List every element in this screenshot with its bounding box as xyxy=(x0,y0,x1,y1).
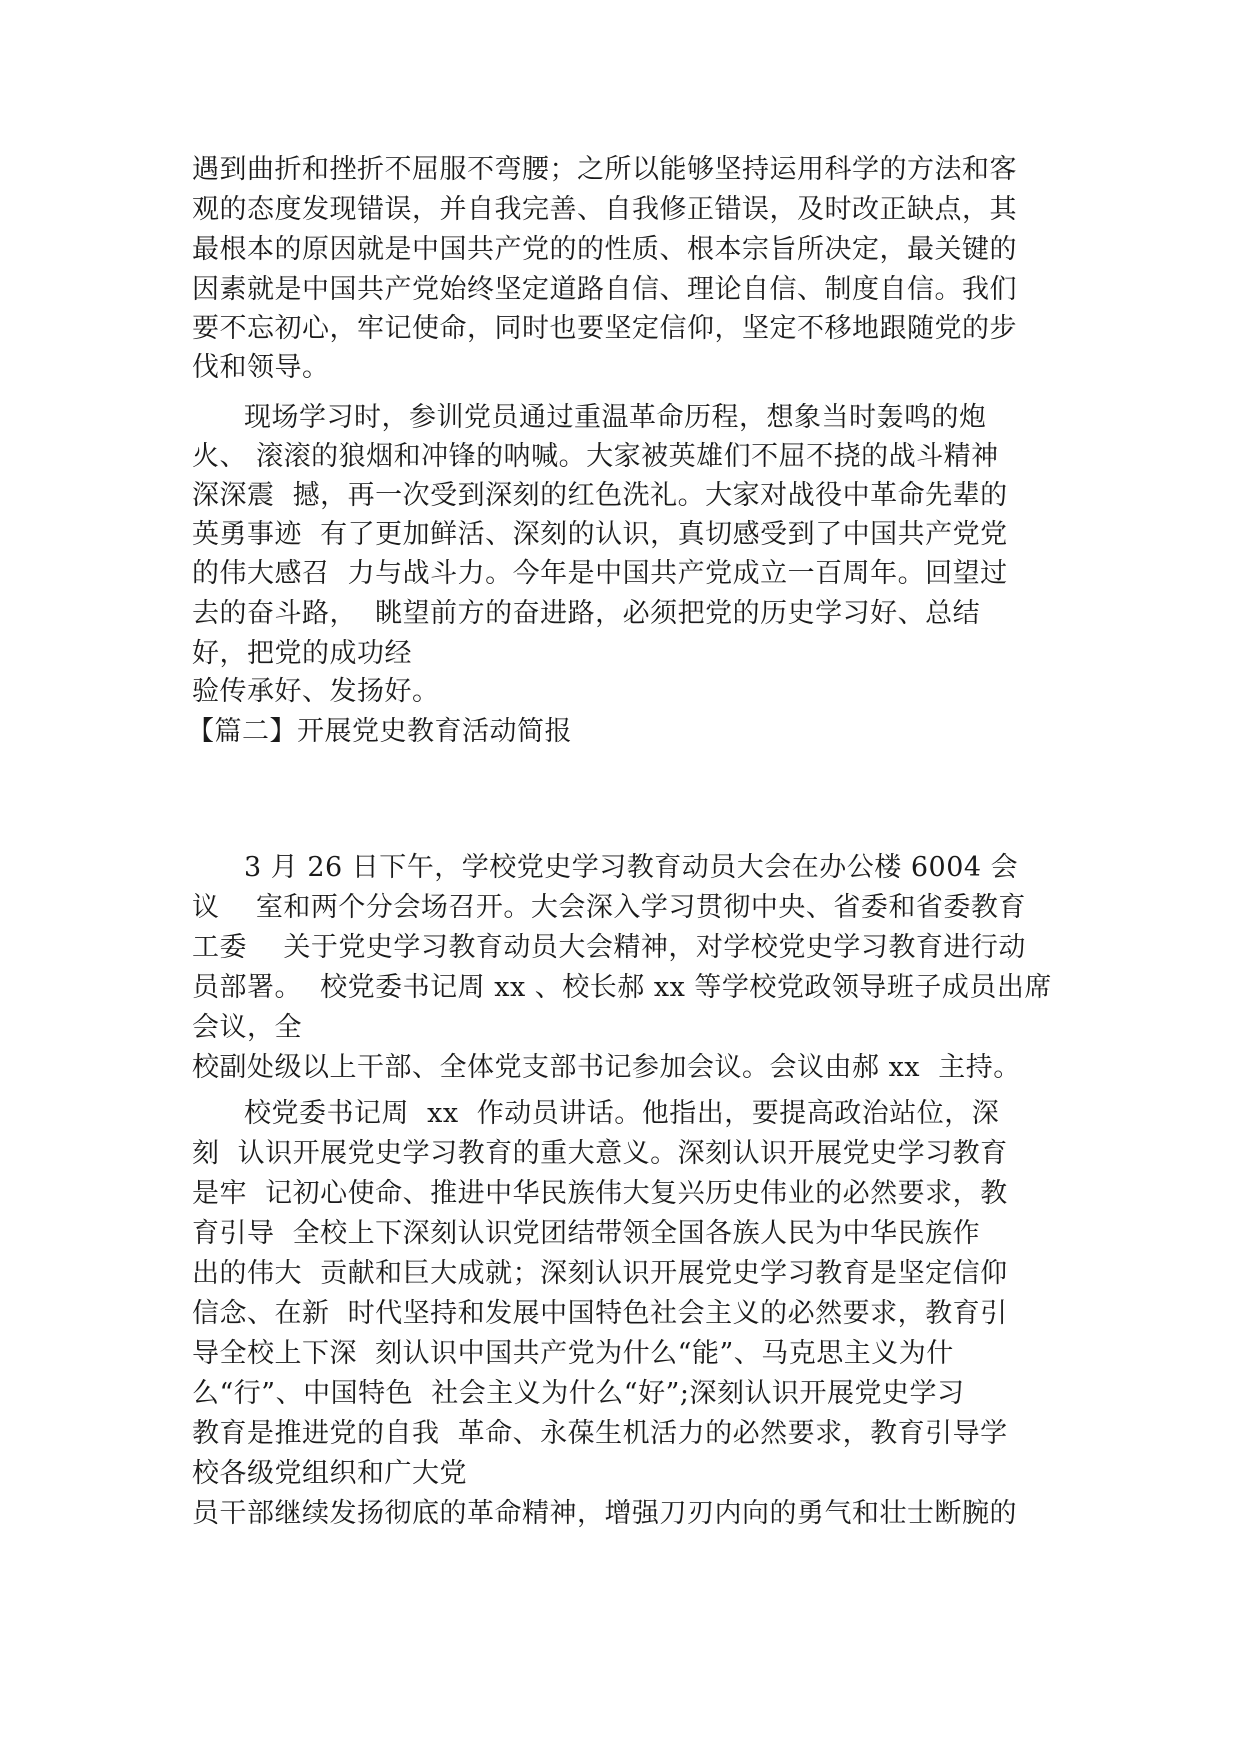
text-line: 英勇事迹 有了更加鲜活、深刻的认识，真切感受到了中国共产党党 xyxy=(192,519,1008,550)
text-line: 员干部继续发扬彻底的革命精神，增强刀刃内向的勇气和壮士断腕的 xyxy=(192,1498,1017,1529)
paragraph-first-line: 校党委书记周 xx 作动员讲话。他指出，要提高政治站位，深 xyxy=(244,1098,1000,1129)
text-line: 是牢 记初心使命、推进中华民族伟大复兴历史伟业的必然要求，教 xyxy=(192,1178,1008,1209)
text-line: 工委 关于党史学习教育动员大会精神，对学校党史学习教育进行动 xyxy=(192,932,1026,963)
text-line: 火、 滚滚的狼烟和冲锋的呐喊。大家被英雄们不屈不挠的战斗精神 xyxy=(192,441,999,472)
text-line: 要不忘初心，牢记使命，同时也要坚定信仰，坚定不移地跟随党的步 xyxy=(192,313,1017,344)
text-line: 出的伟大 贡献和巨大成就；深刻认识开展党史学习教育是坚定信仰 xyxy=(192,1258,1008,1289)
text-line: 最根本的原因就是中国共产党的的性质、根本宗旨所决定，最关键的 xyxy=(192,234,1017,265)
text-line: 去的奋斗路， 眺望前方的奋进路，必须把党的历史学习好、总结 xyxy=(192,598,981,629)
text-line: 教育是推进党的自我 革命、永葆生机活力的必然要求，教育引导学 xyxy=(192,1418,1008,1449)
text-line: 议 室和两个分会场召开。大会深入学习贯彻中央、省委和省委教育 xyxy=(192,892,1026,923)
text-line: 刻 认识开展党史学习教育的重大意义。深刻认识开展党史学习教育 xyxy=(192,1138,1008,1169)
text-line: 好，把党的成功经 xyxy=(192,638,412,669)
text-line: 校各级党组织和广大党 xyxy=(192,1458,467,1489)
paragraph-first-line: 现场学习时，参训党员通过重温革命历程，想象当时轰鸣的炮 xyxy=(244,402,987,433)
text-line: 遇到曲折和挫折不屈服不弯腰；之所以能够坚持运用科学的方法和客 xyxy=(192,154,1017,185)
text-line: 因素就是中国共产党始终坚定道路自信、理论自信、制度自信。我们 xyxy=(192,274,1017,305)
text-line: 校副处级以上干部、全体党支部书记参加会议。会议由郝 xx 主持。 xyxy=(192,1052,1021,1083)
text-line: 会议，全 xyxy=(192,1012,302,1043)
text-line: 么“行”、中国特色 社会主义为什么“好”;深刻认识开展党史学习 xyxy=(192,1378,965,1409)
text-line: 深深震 撼，再一次受到深刻的红色洗礼。大家对战役中革命先辈的 xyxy=(192,480,1008,511)
text-line: 育引导 全校上下深刻认识党团结带领全国各族人民为中华民族作 xyxy=(192,1218,981,1249)
section-heading: 【篇二】开展党史教育活动简报 xyxy=(187,716,572,747)
text-line: 导全校上下深 刻认识中国共产党为什么“能”、马克思主义为什 xyxy=(192,1338,954,1369)
text-line: 员部署。 校党委书记周 xx 、校长郝 xx 等学校党政领导班子成员出席 xyxy=(192,972,1052,1003)
text-line: 信念、在新 时代坚持和发展中国特色社会主义的必然要求，教育引 xyxy=(192,1298,1008,1329)
text-line: 观的态度发现错误，并自我完善、自我修正错误，及时改正缺点，其 xyxy=(192,194,1017,225)
text-line: 的伟大感召 力与战斗力。今年是中国共产党成立一百周年。回望过 xyxy=(192,558,1008,589)
text-line: 伐和领导。 xyxy=(192,352,330,383)
paragraph-first-line: 3 月 26 日下午，学校党史学习教育动员大会在办公楼 6004 会 xyxy=(244,852,1019,883)
text-line: 验传承好、发扬好。 xyxy=(192,676,440,707)
